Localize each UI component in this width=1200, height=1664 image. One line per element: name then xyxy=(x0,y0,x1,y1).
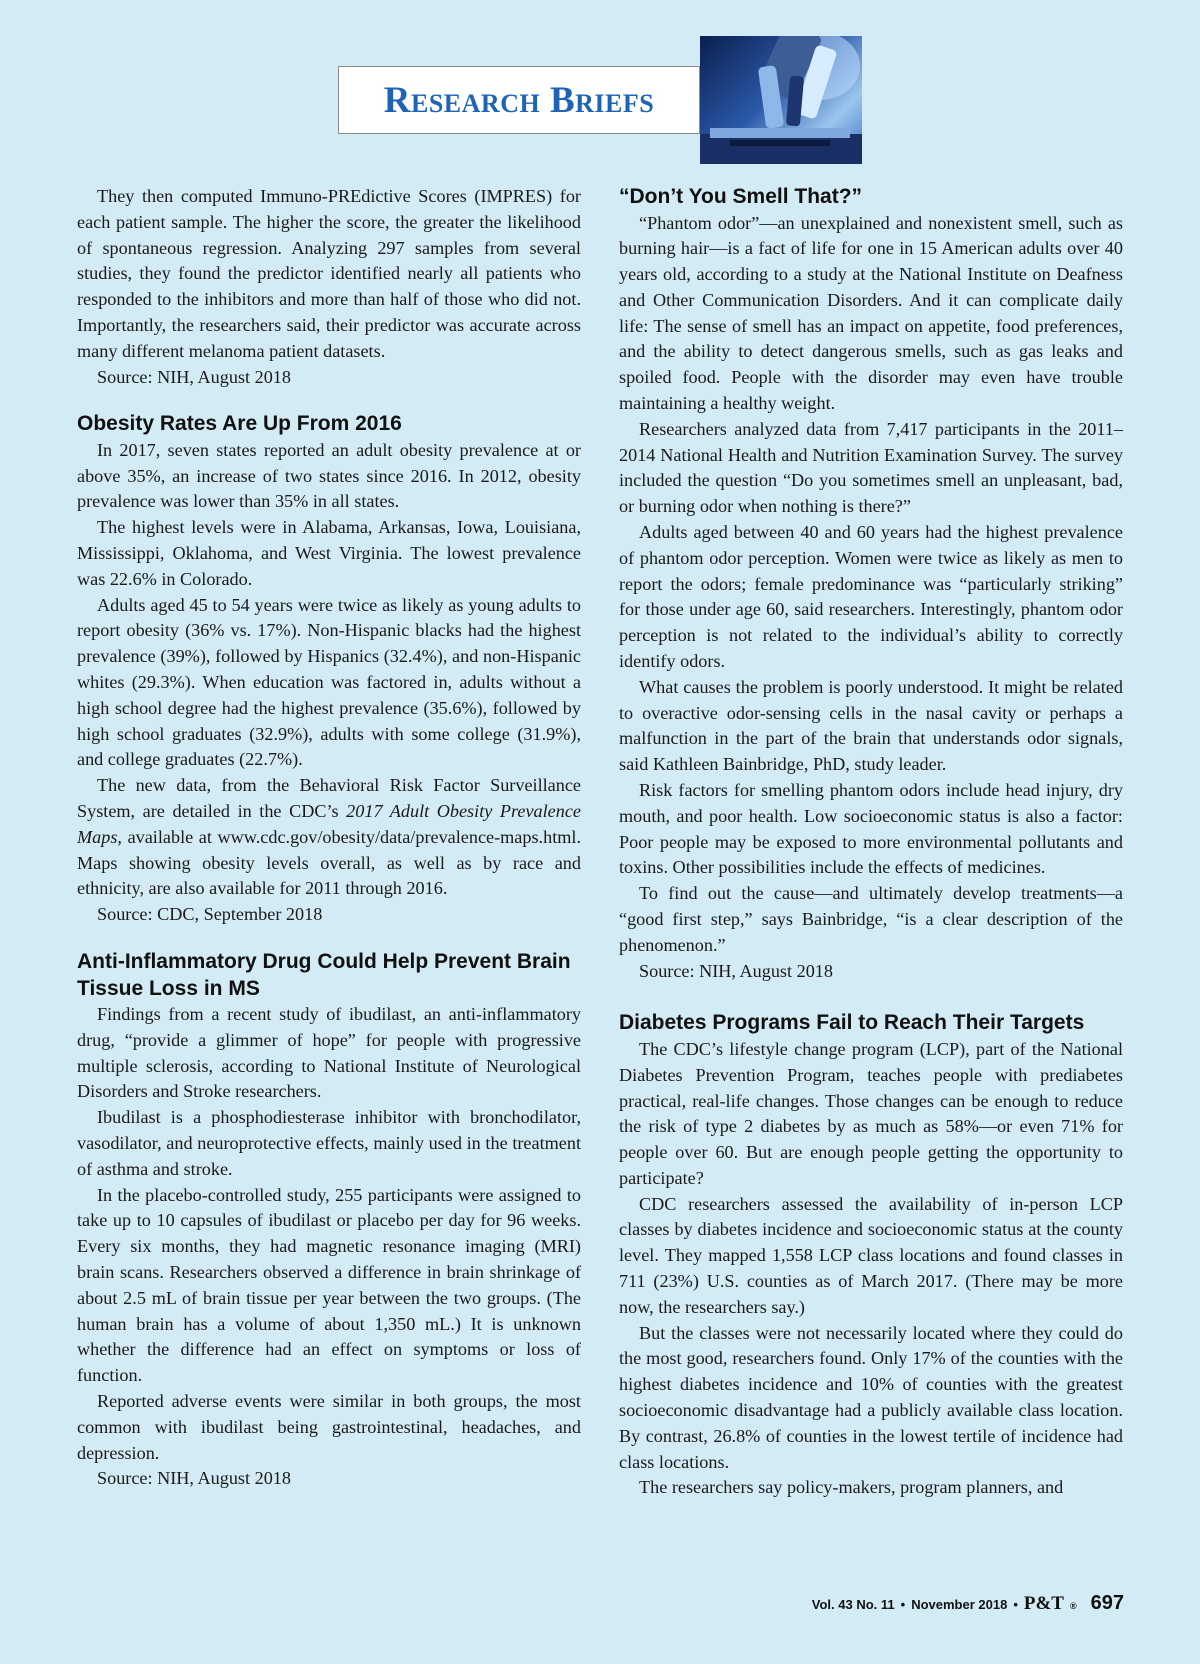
footer-issue: Vol. 43 No. 11 xyxy=(811,1597,895,1612)
smell-paragraph-3: Adults aged between 40 and 60 years had the highest prevalence of phantom odor perception. Women were twice as likely as men to report the odors; female predominance was “particularly striking” for those under age 60, said researchers. Interestingly, phantom odor perception is not related to the individual’s ability to correctly identify odors. xyxy=(619,522,1123,672)
footer-bullet: • xyxy=(1013,1597,1018,1612)
smell-paragraph-6: To find out the cause—and ultimately develop treatments—a “good first step,” says Bainbridge, “is a clear description of the phenomenon.” xyxy=(619,883,1123,955)
right-column xyxy=(619,184,1123,1501)
smell-paragraph-2: Researchers analyzed data from 7,417 participants in the 2011–2014 National Health and Nutrition Examination Survey. The survey included the question “Do you sometimes smell an unpleasant, bad, or burning odor when nothing is there?” xyxy=(619,418,1123,517)
smell-paragraph-1: “Phantom odor”—an unexplained and nonexistent smell, such as burning hair—is a fact of life for one in 15 American adults over 40 years old, according to a study at the National Institute on Deafness and Other Communication Disorders. And it can complicate daily life: The sense of smell has an impact on appetite, food preferences, and the ability to detect dangerous smells, such as gas leaks and spoiled food. People with the disorder may even have trouble maintaining a healthy weight. xyxy=(619,212,1123,414)
left-column xyxy=(77,184,581,1492)
obesity-paragraph-4 xyxy=(77,773,581,902)
intro-paragraph: They then computed Immuno-PREdictive Scores (IMPRES) for each patient sample. The higher the score, the greater the likelihood of spontaneous regression. Analyzing 297 samples from several studies, they found the predictor identified nearly all patients who responded to the inhibitors and more than half of those who did not. Importantly, the researchers said, their predictor was accurate across many different melanoma patient datasets. xyxy=(77,186,581,361)
diabetes-heading: Diabetes Programs Fail to Reach Their Targets xyxy=(619,1011,1085,1035)
page-footer xyxy=(812,1592,1124,1615)
footer-journal: P&T xyxy=(1023,1593,1064,1614)
section-title-box xyxy=(338,66,700,134)
obesity-p4-text-b: , available at www.cdc.gov/obesity/data/prevalence-maps.html. Maps showing obesity levels overall, as well as by race and ethnicity, are also available for 2011 through 2016. xyxy=(77,826,581,899)
obesity-heading: Obesity Rates Are Up From 2016 xyxy=(77,412,402,436)
diabetes-paragraph-1: The CDC’s lifestyle change program (LCP), part of the National Diabetes Prevention Program, teaches people with prediabetes practical, real-life changes. Those changes can be enough to reduce the risk of type 2 diabetes by as much as 58%—or even 71% for people over 60. But are enough people getting the opportunity to participate? xyxy=(619,1038,1123,1188)
page-number: 697 xyxy=(1090,1592,1124,1614)
obesity-paragraph-2: The highest levels were in Alabama, Arkansas, Iowa, Louisiana, Mississippi, Oklahoma, and West Virginia. The lowest prevalence was 22.6% in Colorado. xyxy=(77,517,581,589)
diabetes-paragraph-3: But the classes were not necessarily located where they could do the most good, researchers found. Only 17% of the counties with the highest diabetes incidence and 10% of counties with the greatest socioeconomic disadvantage had a publicly available class location. By contrast, 26.8% of counties in the lowest tertile of incidence had class locations. xyxy=(619,1322,1123,1472)
smell-paragraph-5: Risk factors for smelling phantom odors include head injury, dry mouth, and poor health. Low socioeconomic status is also a factor: Poor people may be exposed to more environmental pollutants and toxins. Other possibilities include the effects of medicines. xyxy=(619,780,1123,878)
smell-heading: “Don’t You Smell That?” xyxy=(619,185,863,208)
obesity-source: Source: CDC, September 2018 xyxy=(97,904,323,925)
section-header xyxy=(338,36,860,136)
diabetes-paragraph-4: The researchers say policy-makers, program planners, and xyxy=(639,1477,1064,1498)
footer-date: November 2018 xyxy=(911,1597,1008,1612)
diabetes-paragraph-2: CDC researchers assessed the availability of in-person LCP classes by diabetes incidence and socioeconomic status at the county level. They mapped 1,558 LCP class locations and found classes in 711 (23%) U.S. counties as of March 2017. (There may be more now, the researchers say.) xyxy=(619,1193,1123,1317)
footer-registered-mark: ® xyxy=(1069,1601,1077,1611)
smell-paragraph-4: What causes the problem is poorly understood. It might be related to overactive odor-sensing cells in the nasal cavity or perhaps a malfunction in the part of the brain that understands odor signals, said Kathleen Bainbridge, PhD, study leader. xyxy=(619,676,1123,775)
microscope-icon xyxy=(700,36,862,164)
microscope-image xyxy=(700,36,862,164)
obesity-paragraph-1: In 2017, seven states reported an adult obesity prevalence at or above 35%, an increase of two states since 2016. In 2012, obesity prevalence was lower than 35% in all states. xyxy=(77,439,581,512)
obesity-maps-title: 2017 Adult Obesity Prevalence Maps xyxy=(77,801,581,847)
ms-heading: Anti-Inflammatory Drug Could Help Prevent Brain Tissue Loss in MS xyxy=(77,950,571,1000)
ms-paragraph-4: Reported adverse events were similar in both groups, the most common with ibudilast being gastrointestinal, headaches, and depression. xyxy=(77,1390,581,1463)
smell-source: Source: NIH, August 2018 xyxy=(639,960,833,981)
intro-source: Source: NIH, August 2018 xyxy=(97,366,291,387)
footer-bullet: • xyxy=(900,1597,906,1612)
ms-paragraph-1: Findings from a recent study of ibudilast, an anti-inflammatory drug, “provide a glimmer of hope” for people with progressive multiple sclerosis, according to National Institute of Neurological Disorders and Stroke researchers. xyxy=(77,1004,581,1102)
obesity-p4-text-a: The new data, from the Behavioral Risk Factor Surveillance System, are detailed in the CDC’s xyxy=(77,775,581,822)
obesity-paragraph-3: Adults aged 45 to 54 years were twice as likely as young adults to report obesity (36% vs. 17%). Non-Hispanic blacks had the highest prevalence (39%), followed by Hispanics (32.4%), and non-Hispanic whites (29.3%). When education was factored in, adults without a high school degree had the highest prevalence (35.6%), followed by high school graduates (32.9%), adults with some college (31.9%), and college graduates (22.7%). xyxy=(77,594,581,770)
ms-paragraph-2: Ibudilast is a phosphodiesterase inhibitor with bronchodilator, vasodilator, and neuroprotective effects, mainly used in the treatment of asthma and stroke. xyxy=(77,1107,581,1179)
section-title: Research Briefs xyxy=(383,79,655,121)
ms-source: Source: NIH, August 2018 xyxy=(97,1468,291,1489)
ms-paragraph-3: In the placebo-controlled study, 255 participants were assigned to take up to 10 capsules of ibudilast or placebo per day for 96 weeks. Every six months, they had magnetic resonance imaging (MRI) brain scans. Researchers observed a difference in brain shrinkage of about 2.5 mL of brain tissue per year between the two groups. (The human brain has a volume of about 1,350 mL.) It is unknown whether the difference had an effect on symptoms or loss of function. xyxy=(77,1184,581,1386)
